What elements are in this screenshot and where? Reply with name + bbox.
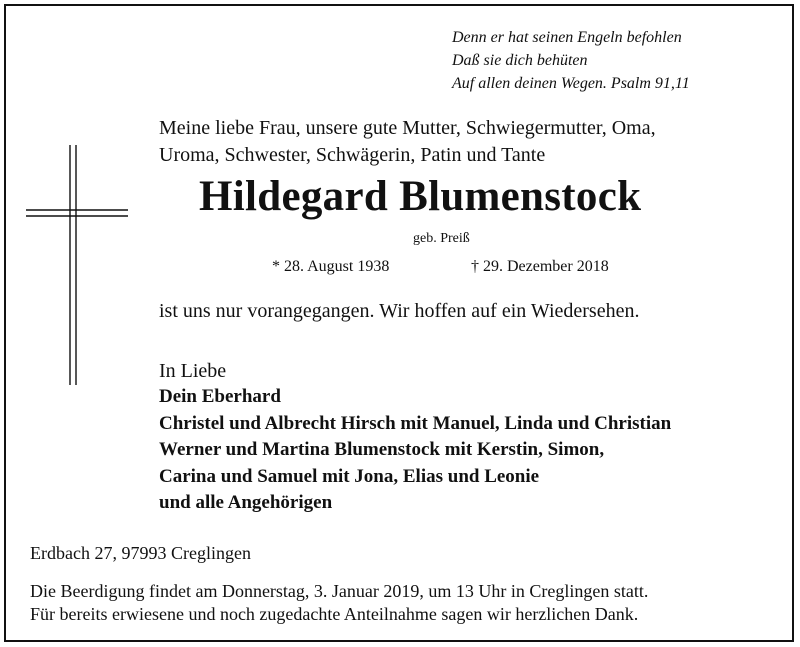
mourner-line: Carina und Samuel mit Jona, Elias und Leonie bbox=[159, 465, 540, 487]
cross-icon bbox=[22, 145, 132, 385]
intro-line: Meine liebe Frau, unsere gute Mutter, Schwiegermutter, Oma, bbox=[159, 117, 656, 139]
mourner-line: und alle Angehörigen bbox=[159, 492, 333, 513]
signature-opening: In Liebe bbox=[159, 360, 227, 382]
mourner-line: Christel und Albrecht Hirsch mit Manuel, Linda und Christian bbox=[159, 412, 672, 434]
intro-line: Uroma, Schwester, Schwägerin, Patin und Tante bbox=[159, 144, 546, 166]
thanks-line: Für bereits erwiesene und noch zugedachte Anteilnahme sagen wir herzlichen Dank. bbox=[30, 604, 639, 624]
verse-line: Daß sie dich behüten bbox=[452, 52, 588, 69]
mourners-list bbox=[159, 384, 671, 517]
funeral-notice bbox=[30, 580, 648, 626]
mourner-line: Dein Eberhard bbox=[159, 386, 281, 407]
family-address: Erdbach 27, 97993 Creglingen bbox=[30, 543, 251, 563]
farewell-message: ist uns nur vorangegangen. Wir hoffen auf ein Wiedersehen. bbox=[159, 300, 640, 322]
funeral-line: Die Beerdigung findet am Donnerstag, 3. Januar 2019, um 13 Uhr in Creglingen statt. bbox=[30, 581, 649, 601]
bible-verse bbox=[452, 26, 690, 95]
deceased-name: Hildegard Blumenstock bbox=[199, 173, 642, 220]
intro-text bbox=[159, 115, 656, 169]
mourner-line: Werner und Martina Blumenstock mit Kerstin, Simon, bbox=[159, 439, 605, 460]
maiden-name: geb. Preiß bbox=[413, 231, 470, 246]
verse-line: Denn er hat seinen Engeln befohlen bbox=[452, 29, 682, 46]
verse-line: Auf allen deinen Wegen. Psalm 91,11 bbox=[452, 75, 690, 92]
death-date: † 29. Dezember 2018 bbox=[471, 258, 609, 275]
birth-date: * 28. August 1938 bbox=[272, 258, 390, 275]
